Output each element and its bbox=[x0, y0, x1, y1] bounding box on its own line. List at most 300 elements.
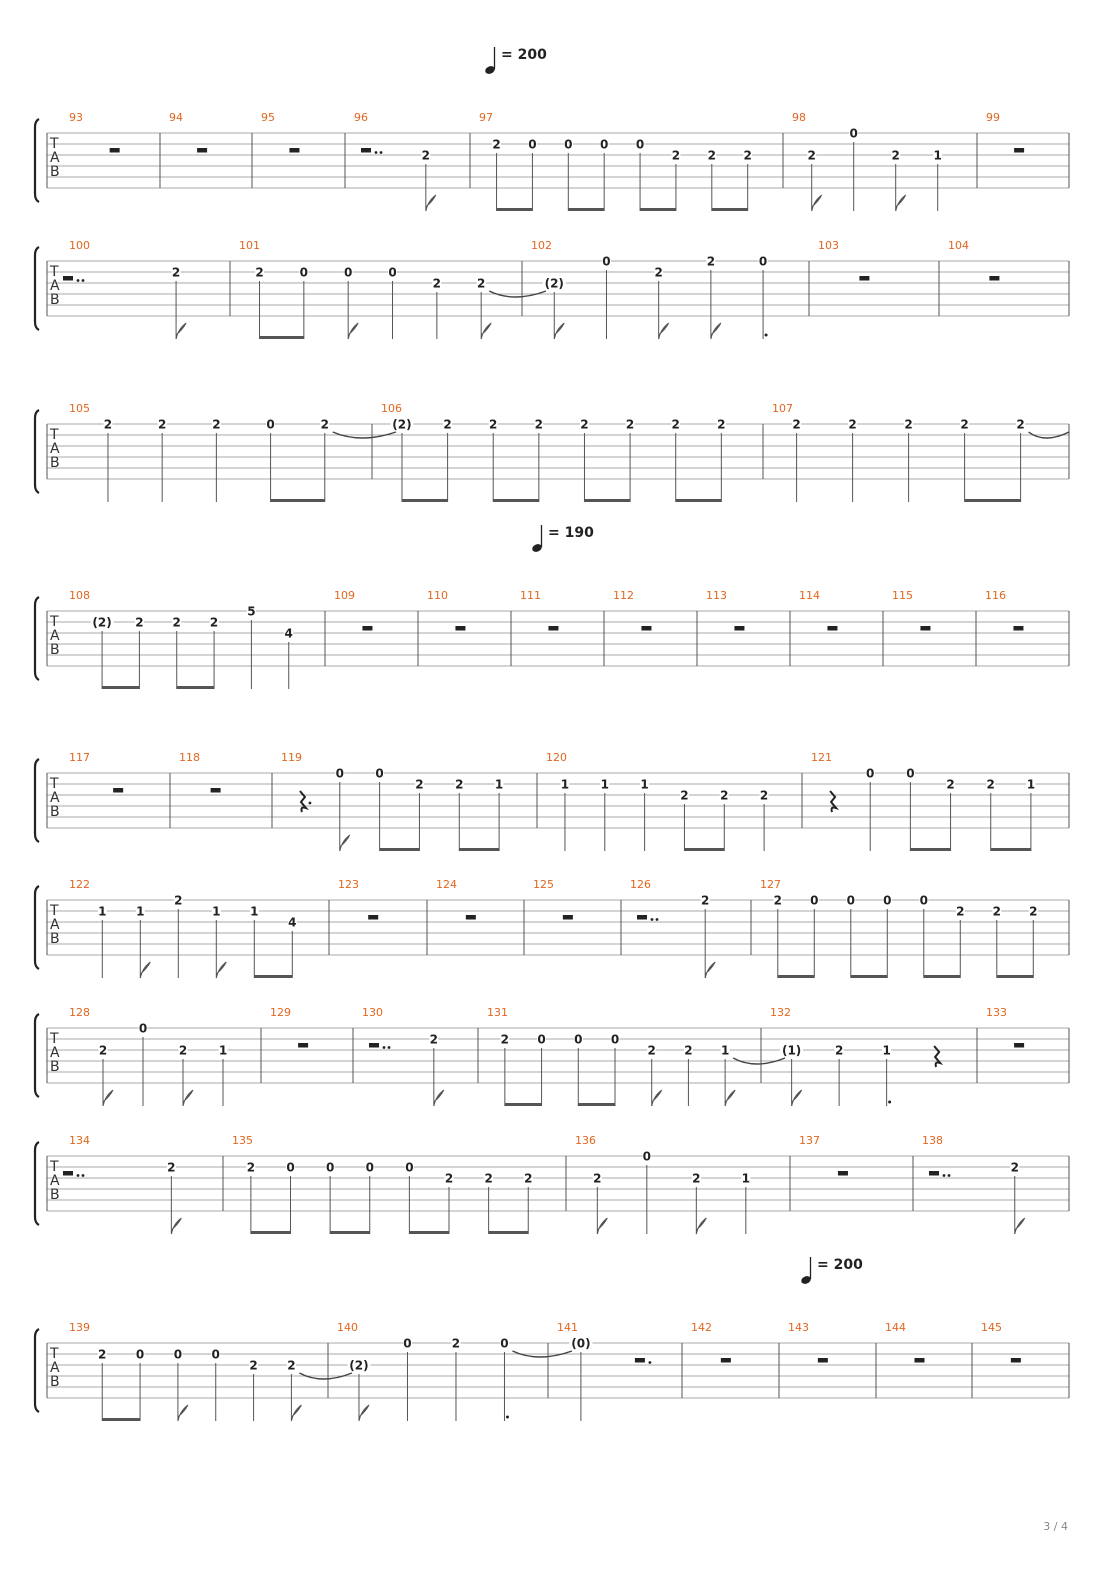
tab-clef-letter: T bbox=[50, 1159, 59, 1175]
measure-number: 114 bbox=[799, 589, 820, 602]
eighth-flag-icon bbox=[216, 962, 226, 978]
rest-dot bbox=[77, 279, 80, 282]
measure-number: 124 bbox=[436, 878, 457, 891]
eighth-beam bbox=[330, 1231, 370, 1234]
fret-number: 4 bbox=[284, 626, 293, 641]
eighth-beam bbox=[991, 848, 1031, 851]
measure-number: 101 bbox=[239, 239, 260, 252]
fret-number: 2 bbox=[692, 1171, 701, 1186]
eighth-flag-icon bbox=[696, 1218, 706, 1234]
fret-number: 0 bbox=[365, 1160, 374, 1175]
fret-number: 1 bbox=[218, 1043, 228, 1058]
fret-number: 2 bbox=[960, 417, 969, 432]
tab-system bbox=[35, 525, 1069, 689]
measure bbox=[362, 1006, 444, 1106]
half-rest-icon bbox=[635, 1358, 645, 1363]
fret-number: 2 bbox=[429, 1032, 439, 1047]
tab-clef-letter: A bbox=[50, 790, 60, 806]
fret-number: 2 bbox=[717, 417, 726, 432]
fret-number: 0 bbox=[846, 893, 855, 908]
measure-number: 133 bbox=[986, 1006, 1007, 1019]
system-bracket bbox=[35, 119, 39, 202]
eighth-beam bbox=[712, 208, 748, 211]
fret-number: 2 bbox=[680, 788, 689, 803]
fret-number: 1 bbox=[882, 1043, 891, 1058]
fret-number: 1 bbox=[1026, 777, 1036, 792]
measure-number: 116 bbox=[985, 589, 1006, 602]
eighth-flag-icon bbox=[652, 1090, 662, 1106]
duration-dot bbox=[765, 334, 768, 337]
fret-number: 2 bbox=[956, 904, 965, 919]
fret-number: 2 bbox=[904, 417, 913, 432]
eighth-beam bbox=[489, 1231, 529, 1234]
fret-number: 2 bbox=[743, 148, 752, 163]
fret-number: 2 bbox=[792, 417, 801, 432]
measure-number: 134 bbox=[69, 1134, 90, 1147]
fret-number: 2 bbox=[489, 417, 498, 432]
tab-clef-letter: B bbox=[50, 292, 60, 308]
measure bbox=[531, 239, 768, 339]
eighth-beam bbox=[260, 336, 304, 339]
measure-number: 97 bbox=[479, 111, 493, 124]
measure bbox=[63, 239, 186, 339]
half-rest-icon bbox=[63, 276, 73, 281]
measure bbox=[436, 878, 476, 920]
fret-number: 2 bbox=[1029, 904, 1038, 919]
measure-number: 100 bbox=[69, 239, 90, 252]
half-rest-icon bbox=[548, 626, 558, 631]
eighth-beam bbox=[251, 1231, 291, 1234]
eighth-flag-icon bbox=[359, 1405, 369, 1421]
tab-system bbox=[35, 878, 1069, 978]
measure-number: 118 bbox=[179, 751, 200, 764]
eighth-beam bbox=[380, 848, 420, 851]
fret-number: 0 bbox=[138, 1021, 148, 1036]
eighth-beam bbox=[497, 208, 533, 211]
eighth-beam bbox=[684, 848, 724, 851]
measure-number: 125 bbox=[533, 878, 554, 891]
measure bbox=[69, 1321, 352, 1421]
eighth-flag-icon bbox=[705, 962, 715, 978]
fret-number: 2 bbox=[135, 615, 144, 630]
half-rest-icon bbox=[361, 148, 371, 153]
eighth-flag-icon bbox=[426, 195, 436, 211]
eighth-beam bbox=[578, 1103, 615, 1106]
fret-number: 2 bbox=[421, 148, 431, 163]
tab-clef-letter: B bbox=[50, 455, 60, 471]
half-rest-icon bbox=[362, 626, 372, 631]
rest-dot bbox=[380, 151, 383, 154]
fret-number: 2 bbox=[157, 417, 167, 432]
measure bbox=[261, 111, 299, 153]
measure-number: 98 bbox=[792, 111, 806, 124]
fret-number: 2 bbox=[593, 1171, 602, 1186]
eighth-flag-icon bbox=[659, 323, 669, 339]
fret-number: 2 bbox=[580, 417, 589, 432]
measure bbox=[630, 878, 715, 978]
measure-number: 104 bbox=[948, 239, 969, 252]
fret-number: 2 bbox=[834, 1043, 844, 1058]
measure bbox=[557, 1321, 651, 1421]
fret-number: 2 bbox=[444, 1171, 454, 1186]
tempo-marking bbox=[531, 525, 594, 553]
half-rest-icon bbox=[113, 788, 123, 793]
fret-number: 2 bbox=[946, 777, 955, 792]
fret-number: 0 bbox=[299, 265, 309, 280]
measure bbox=[69, 111, 120, 153]
measure-number: 113 bbox=[706, 589, 727, 602]
fret-number: 0 bbox=[335, 766, 344, 781]
fret-number: 2 bbox=[807, 148, 816, 163]
measure bbox=[69, 1006, 228, 1106]
measure-number: 128 bbox=[69, 1006, 90, 1019]
quarter-rest-icon bbox=[934, 1046, 940, 1067]
fret-number: 2 bbox=[500, 1032, 510, 1047]
tab-clef-letter: T bbox=[50, 427, 59, 443]
system-bracket bbox=[35, 1014, 39, 1097]
measure-number: 107 bbox=[772, 402, 793, 415]
eighth-flag-icon bbox=[812, 195, 822, 211]
fret-number: 2 bbox=[249, 1358, 258, 1373]
eighth-flag-icon bbox=[896, 195, 906, 211]
tab-system bbox=[35, 1134, 1069, 1234]
fret-number: 1 bbox=[600, 777, 609, 792]
fret-number: (1) bbox=[781, 1043, 802, 1058]
measure bbox=[772, 402, 1069, 502]
fret-number: 1 bbox=[494, 777, 504, 792]
tab-system bbox=[35, 402, 1069, 502]
fret-number: 0 bbox=[344, 265, 353, 280]
half-rest-icon bbox=[827, 626, 837, 631]
measure-number: 102 bbox=[531, 239, 552, 252]
measure-number: 96 bbox=[354, 111, 368, 124]
tab-clef-letter: T bbox=[50, 1031, 59, 1047]
fret-number: 0 bbox=[403, 1336, 412, 1351]
fret-number: 0 bbox=[602, 254, 611, 269]
measure-number: 140 bbox=[337, 1321, 358, 1334]
measure-number: 130 bbox=[362, 1006, 383, 1019]
fret-number: 2 bbox=[524, 1171, 533, 1186]
fret-number: 1 bbox=[98, 904, 107, 919]
measure bbox=[613, 589, 651, 631]
fret-number: 1 bbox=[250, 904, 259, 919]
measure bbox=[427, 589, 465, 631]
half-rest-icon bbox=[466, 915, 476, 920]
eighth-flag-icon bbox=[291, 1405, 301, 1421]
eighth-flag-icon bbox=[178, 1405, 188, 1421]
measure-number: 106 bbox=[381, 402, 402, 415]
fret-number: 0 bbox=[135, 1347, 145, 1362]
fret-number: 0 bbox=[919, 893, 928, 908]
eighth-beam bbox=[676, 499, 722, 502]
measure bbox=[792, 111, 942, 211]
measure-number: 131 bbox=[487, 1006, 508, 1019]
tab-clef-letter: T bbox=[50, 136, 59, 152]
eighth-flag-icon bbox=[171, 1218, 181, 1234]
tab-clef-letter: A bbox=[50, 1360, 60, 1376]
measure-number: 129 bbox=[270, 1006, 291, 1019]
fret-number: 2 bbox=[443, 417, 452, 432]
tab-system bbox=[35, 47, 1069, 211]
system-bracket bbox=[35, 410, 39, 493]
fret-number: 1 bbox=[136, 904, 145, 919]
eighth-flag-icon bbox=[597, 1218, 607, 1234]
measure-number: 112 bbox=[613, 589, 634, 602]
fret-number: 2 bbox=[647, 1043, 656, 1058]
eighth-beam bbox=[102, 686, 139, 689]
measure bbox=[239, 239, 546, 339]
fret-number: 0 bbox=[388, 265, 397, 280]
fret-number: 2 bbox=[671, 148, 681, 163]
tab-system bbox=[35, 1006, 1069, 1106]
eighth-flag-icon bbox=[1015, 1218, 1025, 1234]
tab-clef-letter: A bbox=[50, 628, 60, 644]
measure bbox=[981, 1321, 1021, 1363]
fret-number: 2 bbox=[701, 893, 710, 908]
eighth-beam bbox=[271, 499, 325, 502]
rest-dot bbox=[649, 1361, 652, 1364]
measure bbox=[69, 878, 297, 978]
fret-number: 0 bbox=[883, 893, 892, 908]
half-rest-icon bbox=[859, 276, 869, 281]
fret-number: 2 bbox=[654, 265, 663, 280]
half-rest-icon bbox=[211, 788, 221, 793]
fret-number: 2 bbox=[891, 148, 900, 163]
fret-number: 0 bbox=[405, 1160, 414, 1175]
fret-number: 1 bbox=[741, 1171, 751, 1186]
half-rest-icon bbox=[637, 915, 647, 920]
measure-number: 105 bbox=[69, 402, 90, 415]
fret-number: 2 bbox=[432, 276, 442, 291]
quarter-rest-icon bbox=[830, 791, 836, 812]
fret-number: 2 bbox=[320, 417, 329, 432]
fret-number: 0 bbox=[528, 137, 537, 152]
measure-number: 137 bbox=[799, 1134, 820, 1147]
half-rest-icon bbox=[1011, 1358, 1021, 1363]
fret-number: 0 bbox=[610, 1032, 620, 1047]
rest-dot bbox=[82, 279, 85, 282]
measure-number: 93 bbox=[69, 111, 83, 124]
tab-clef-letter: B bbox=[50, 1374, 60, 1390]
fret-number: 0 bbox=[325, 1160, 335, 1175]
fret-number: 0 bbox=[173, 1347, 183, 1362]
measure bbox=[811, 751, 1035, 851]
fret-number: (2) bbox=[544, 276, 564, 291]
system-bracket bbox=[35, 597, 39, 680]
fret-number: 2 bbox=[986, 777, 995, 792]
rest-dot bbox=[309, 802, 312, 805]
measure bbox=[69, 589, 293, 689]
fret-number: (0) bbox=[571, 1336, 591, 1351]
measure bbox=[338, 878, 378, 920]
fret-number: 5 bbox=[247, 604, 256, 619]
tab-clef-letter: T bbox=[50, 614, 59, 630]
fret-number: 2 bbox=[484, 1171, 493, 1186]
half-rest-icon bbox=[1013, 626, 1023, 631]
rest-dot bbox=[656, 918, 659, 921]
measure-number: 99 bbox=[986, 111, 1000, 124]
page-number: 3 / 4 bbox=[1043, 1520, 1068, 1533]
tab-clef-letter: A bbox=[50, 150, 60, 166]
measure bbox=[179, 751, 221, 793]
fret-number: 2 bbox=[671, 417, 680, 432]
measure-number: 121 bbox=[811, 751, 832, 764]
measure-number: 117 bbox=[69, 751, 90, 764]
measure-number: 135 bbox=[232, 1134, 253, 1147]
half-rest-icon bbox=[369, 1043, 379, 1048]
fret-number: 2 bbox=[848, 417, 857, 432]
measure-number: 126 bbox=[630, 878, 651, 891]
eighth-beam bbox=[997, 975, 1034, 978]
measure bbox=[533, 878, 573, 920]
measure bbox=[487, 1006, 785, 1106]
measure-number: 111 bbox=[520, 589, 541, 602]
system-bracket bbox=[35, 1142, 39, 1225]
system-bracket bbox=[35, 1329, 39, 1412]
rest-dot bbox=[948, 1174, 951, 1177]
fret-number: 0 bbox=[574, 1032, 583, 1047]
fret-number: (2) bbox=[349, 1358, 369, 1373]
fret-number: 2 bbox=[98, 1347, 107, 1362]
fret-number: 0 bbox=[758, 254, 768, 269]
eighth-flag-icon bbox=[711, 323, 721, 339]
fret-number: 0 bbox=[375, 766, 384, 781]
fret-number: 2 bbox=[178, 1043, 188, 1058]
measure bbox=[281, 751, 504, 851]
half-rest-icon bbox=[298, 1043, 308, 1048]
fret-number: 2 bbox=[209, 615, 219, 630]
measure bbox=[818, 239, 869, 281]
eighth-flag-icon bbox=[792, 1090, 802, 1106]
measure-number: 144 bbox=[885, 1321, 906, 1334]
fret-number: 0 bbox=[211, 1347, 220, 1362]
half-rest-icon bbox=[920, 626, 930, 631]
measure bbox=[706, 589, 744, 631]
eighth-beam bbox=[851, 975, 888, 978]
fret-number: 2 bbox=[255, 265, 264, 280]
half-rest-icon bbox=[641, 626, 651, 631]
rest-dot bbox=[77, 1174, 80, 1177]
measure-number: 142 bbox=[691, 1321, 712, 1334]
measure-number: 94 bbox=[169, 111, 183, 124]
half-rest-icon bbox=[721, 1358, 731, 1363]
fret-number: 1 bbox=[933, 148, 942, 163]
half-rest-icon bbox=[1014, 148, 1024, 153]
measure bbox=[788, 1321, 828, 1363]
fret-number: 0 bbox=[600, 137, 609, 152]
measure bbox=[986, 111, 1024, 153]
system-bracket bbox=[35, 886, 39, 969]
fret-number: 1 bbox=[720, 1043, 730, 1058]
measure-number: 115 bbox=[892, 589, 913, 602]
measure-number: 120 bbox=[546, 751, 567, 764]
measure bbox=[760, 878, 1038, 978]
rest-dot bbox=[82, 1174, 85, 1177]
eighth-flag-icon bbox=[434, 1090, 444, 1106]
measure-number: 109 bbox=[334, 589, 355, 602]
rest-dot bbox=[383, 1046, 386, 1049]
fret-number: 2 bbox=[451, 1336, 461, 1351]
tab-system bbox=[35, 1257, 1069, 1421]
fret-number: 2 bbox=[684, 1043, 693, 1058]
fret-number: 2 bbox=[625, 417, 635, 432]
half-rest-icon bbox=[110, 148, 120, 153]
tab-clef-letter: B bbox=[50, 1187, 60, 1203]
eighth-flag-icon bbox=[481, 323, 491, 339]
fret-number: 2 bbox=[174, 893, 183, 908]
tab-clef-letter: A bbox=[50, 278, 60, 294]
eighth-beam bbox=[924, 975, 961, 978]
measure-number: 141 bbox=[557, 1321, 578, 1334]
half-rest-icon bbox=[915, 1358, 925, 1363]
half-rest-icon bbox=[929, 1171, 939, 1176]
measure bbox=[337, 1321, 572, 1421]
rest-dot bbox=[388, 1046, 391, 1049]
tab-clef-letter: A bbox=[50, 441, 60, 457]
fret-number: 2 bbox=[171, 265, 181, 280]
eighth-beam bbox=[459, 848, 499, 851]
fret-number: 2 bbox=[287, 1358, 296, 1373]
system-bracket bbox=[35, 247, 39, 330]
eighth-beam bbox=[493, 499, 539, 502]
half-rest-icon bbox=[455, 626, 465, 631]
tab-system bbox=[35, 239, 1069, 339]
tab-clef-letter: T bbox=[50, 903, 59, 919]
half-rest-icon bbox=[734, 626, 744, 631]
measure-number: 123 bbox=[338, 878, 359, 891]
fret-number: 2 bbox=[167, 1160, 176, 1175]
half-rest-icon bbox=[368, 915, 378, 920]
measure-number: 127 bbox=[760, 878, 781, 891]
fret-number: 2 bbox=[172, 615, 181, 630]
eighth-beam bbox=[965, 499, 1021, 502]
tab-clef-letter: B bbox=[50, 804, 60, 820]
tempo-value: = 190 bbox=[548, 525, 594, 541]
eighth-beam bbox=[568, 208, 604, 211]
fret-number: 0 bbox=[810, 893, 819, 908]
measure-number: 136 bbox=[575, 1134, 596, 1147]
measure bbox=[799, 589, 837, 631]
fret-number: 0 bbox=[266, 417, 275, 432]
fret-number: 2 bbox=[1010, 1160, 1019, 1175]
half-rest-icon bbox=[289, 148, 299, 153]
measure-number: 122 bbox=[69, 878, 90, 891]
eighth-beam bbox=[778, 975, 815, 978]
measure bbox=[922, 1134, 1025, 1234]
tempo-marking bbox=[484, 47, 547, 75]
half-rest-icon bbox=[1014, 1043, 1024, 1048]
tab-clef-letter: T bbox=[50, 264, 59, 280]
eighth-flag-icon bbox=[348, 323, 358, 339]
measure-number: 119 bbox=[281, 751, 302, 764]
fret-number: 1 bbox=[640, 777, 649, 792]
measure bbox=[520, 589, 558, 631]
eighth-beam bbox=[402, 499, 448, 502]
tab-clef-letter: B bbox=[50, 931, 60, 947]
half-rest-icon bbox=[563, 915, 573, 920]
fret-number: 2 bbox=[759, 788, 769, 803]
eighth-flag-icon bbox=[140, 962, 150, 978]
measure bbox=[986, 1006, 1024, 1048]
measure bbox=[232, 1134, 533, 1234]
measure bbox=[546, 751, 769, 851]
measure-number: 132 bbox=[770, 1006, 791, 1019]
measure bbox=[948, 239, 999, 281]
measure bbox=[270, 1006, 308, 1048]
measure bbox=[985, 589, 1023, 631]
measure-number: 108 bbox=[69, 589, 90, 602]
measure bbox=[575, 1134, 750, 1234]
